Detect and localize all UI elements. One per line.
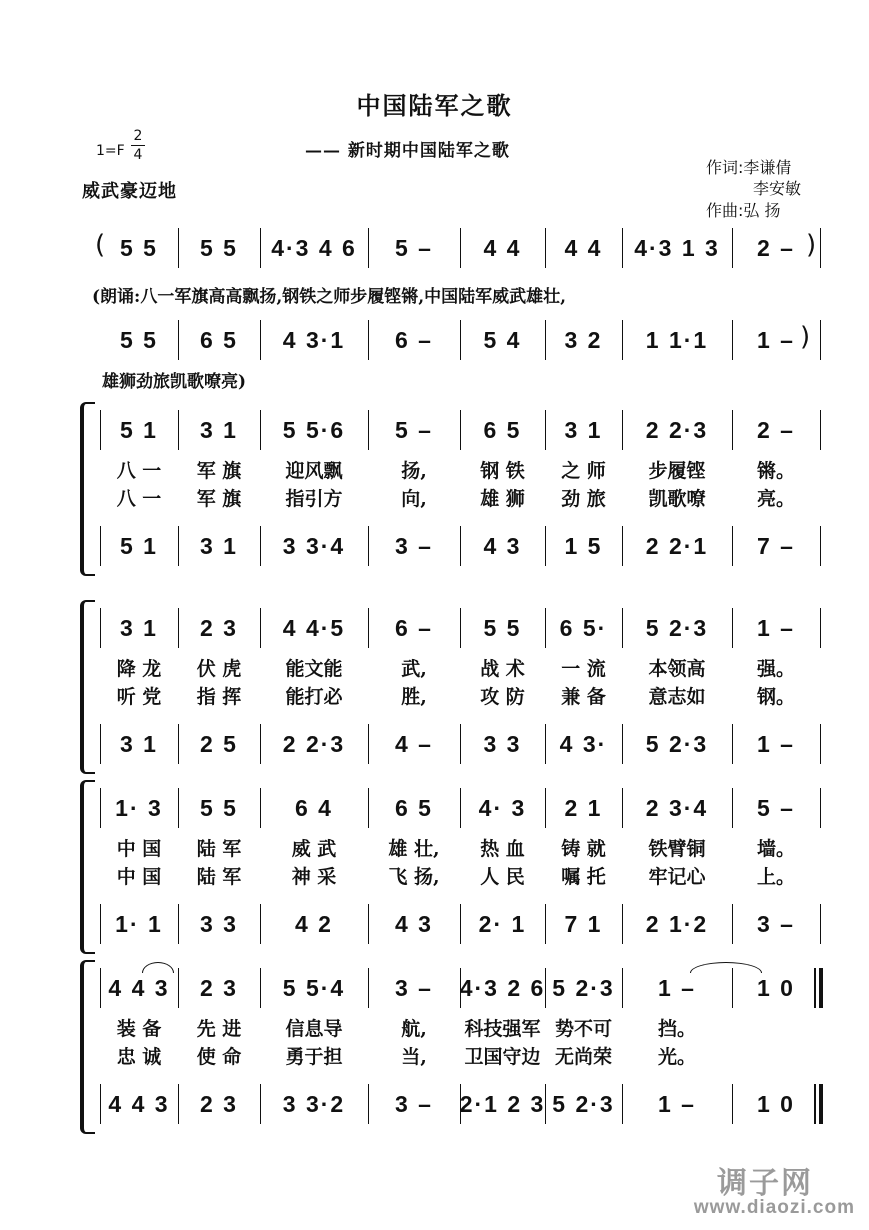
song-title: 中国陆军之歌 — [356, 91, 513, 120]
watermark-url: www.diaozi.com — [693, 1197, 855, 1218]
measure-3: 5 5·6 — [282, 416, 346, 443]
measure-1: 5 1 — [120, 416, 158, 443]
lyric-syllables-7: 光。 — [657, 1046, 696, 1068]
lyric-syllables-7: 步履铿 — [648, 460, 706, 482]
measure-8: 1 – — [757, 730, 795, 757]
lyric-syllables-2: 使 命 — [196, 1046, 242, 1068]
measure-5: 4· 3 — [478, 794, 527, 821]
measure-1: 1· 1 — [115, 910, 163, 937]
measure-6: 6 5· — [559, 614, 608, 641]
measure-3: 4·3 4 6 — [271, 234, 357, 261]
lyric-syllables-8: 上。 — [756, 866, 795, 888]
lyric-syllables-5: 雄 狮 — [480, 488, 525, 510]
lyric-syllables-5: 热 血 — [480, 838, 525, 860]
measure-7: 2 2·3 — [645, 416, 709, 443]
lyric-syllables-3: 信息导 — [285, 1018, 343, 1040]
measure-8: 3 – — [757, 910, 795, 937]
measure-1: 3 1 — [120, 614, 158, 641]
lyric-syllables-3: 指引方 — [285, 488, 343, 510]
measure-2: 3 1 — [200, 532, 238, 559]
lyric-syllables-5: 卫国守边 — [464, 1046, 541, 1068]
measure-3: 4 3·1 — [282, 326, 346, 353]
measure-1: 5 5 — [120, 234, 158, 261]
lyric-syllables-6: 之 师 — [561, 460, 606, 482]
lyric-syllables-5: 科技强军 — [464, 1018, 541, 1040]
measure-4: 3 – — [395, 532, 433, 559]
lyric-syllables-3: 神 采 — [291, 866, 337, 888]
measure-2: 2 3 — [200, 1090, 238, 1117]
barline — [820, 724, 821, 764]
measure-8: 1 – — [757, 326, 795, 353]
measure-8: 1 0 — [757, 1090, 795, 1117]
lyric-syllables-1: 忠 诚 — [116, 1046, 162, 1068]
measure-2: 6 5 — [200, 326, 238, 353]
lyric-syllables-1: 装 备 — [116, 1018, 162, 1040]
meter-bottom: 4 — [133, 147, 143, 163]
measure-8: 2 – — [757, 416, 795, 443]
lyric-syllables-8: 强。 — [756, 658, 795, 680]
measure-3: 5 5·4 — [282, 974, 346, 1001]
lyric-syllables-3: 能文能 — [285, 658, 343, 680]
composer-credit: 作曲:弘 扬 — [706, 201, 781, 220]
meter-top: 2 — [133, 128, 143, 144]
lyric-syllables-7: 铁臂铜 — [648, 838, 706, 860]
measure-7: 2 2·1 — [645, 532, 709, 559]
lyric-syllables-4: 雄 壮, — [388, 838, 440, 860]
measure-3: 3 3·4 — [282, 532, 346, 559]
measure-7: 2 3·4 — [645, 794, 709, 821]
measure-2: 5 5 — [200, 794, 238, 821]
lyric-syllables-3: 迎风飘 — [285, 460, 343, 482]
lyric-syllables-6: 一 流 — [561, 658, 606, 680]
measure-2: 2 5 — [200, 730, 238, 757]
measure-7: 1 – — [658, 1090, 696, 1117]
measure-2: 3 1 — [200, 416, 238, 443]
narration-line-1: (朗诵:八一军旗高高飘扬,钢铁之师步履铿锵,中国陆军威武雄壮, — [92, 287, 567, 307]
tie-mark — [142, 962, 174, 973]
measure-5: 4·3 2 6 — [459, 974, 546, 1001]
lyric-syllables-7: 牢记心 — [648, 866, 706, 888]
measure-6: 4 3· — [559, 730, 608, 757]
measure-3: 2 2·3 — [282, 730, 346, 757]
lyric-syllables-2: 先 进 — [196, 1018, 242, 1040]
lyric-syllables-1: 降 龙 — [116, 658, 162, 680]
lyric-syllables-5: 钢 铁 — [480, 460, 525, 482]
lyric-syllables-6: 嘱 托 — [561, 866, 606, 888]
measure-4: 4 3 — [395, 910, 433, 937]
lyric-syllables-4: 航, — [401, 1018, 427, 1040]
lyric-syllables-7: 意志如 — [648, 686, 706, 708]
lyric-syllables-6: 势不可 — [554, 1018, 612, 1040]
barline — [820, 608, 821, 648]
measure-1: 4 4 3 — [108, 1090, 170, 1117]
measure-6: 7 1 — [564, 910, 603, 937]
measure-6: 5 2·3 — [552, 1090, 615, 1117]
measure-4: 6 – — [395, 614, 433, 641]
measure-3: 4 2 — [295, 910, 333, 937]
measure-4: 5 – — [395, 234, 433, 261]
measure-5: 5 4 — [483, 326, 522, 353]
watermark-brand: 调子网 — [717, 1167, 813, 1200]
lyric-syllables-1: 中 国 — [116, 866, 162, 888]
lyric-syllables-7: 挡。 — [657, 1018, 696, 1040]
measure-3: 6 4 — [295, 794, 333, 821]
measure-2: 3 3 — [200, 910, 238, 937]
measure-6: 3 2 — [564, 326, 603, 353]
measure-5: 3 3 — [483, 730, 522, 757]
lyric-syllables-2: 陆 军 — [196, 838, 242, 860]
barline — [820, 904, 821, 944]
measure-8: 7 – — [757, 532, 795, 559]
lyric-syllables-7: 本领高 — [648, 658, 706, 680]
lyric-syllables-3: 能打必 — [285, 686, 343, 708]
measure-2: 5 5 — [200, 234, 238, 261]
lyric-syllables-1: 八 一 — [116, 460, 162, 482]
measure-6: 1 5 — [564, 532, 603, 559]
close-paren: ) — [806, 230, 817, 260]
measure-4: 3 – — [395, 1090, 433, 1117]
tempo-marking: 威武豪迈地 — [82, 181, 177, 202]
measure-8: 1 – — [757, 614, 795, 641]
system-brace — [80, 600, 95, 774]
barline — [820, 320, 821, 360]
measure-1: 1· 3 — [115, 794, 163, 821]
measure-1: 3 1 — [120, 730, 158, 757]
lyric-syllables-2: 陆 军 — [196, 866, 242, 888]
measure-3: 3 3·2 — [282, 1090, 346, 1117]
measure-6: 5 2·3 — [552, 974, 615, 1001]
lyric-syllables-3: 威 武 — [291, 838, 337, 860]
measure-5: 6 5 — [483, 416, 522, 443]
measure-4: 6 – — [395, 326, 433, 353]
lyric-syllables-2: 军 旗 — [196, 460, 242, 482]
measure-6: 3 1 — [564, 416, 603, 443]
measure-7: 1 1·1 — [645, 326, 709, 353]
system-brace — [80, 402, 95, 576]
close-paren-2: ) — [800, 322, 811, 352]
measure-8: 2 – — [757, 234, 795, 261]
lyric-syllables-4: 向, — [401, 488, 427, 510]
lyric-syllables-6: 铸 就 — [561, 838, 606, 860]
lyric-syllables-5: 人 民 — [480, 866, 525, 888]
narration-line-2: 雄狮劲旅凯歌嘹亮) — [102, 372, 247, 392]
measure-3: 4 4·5 — [282, 614, 346, 641]
lyric-syllables-6: 兼 备 — [561, 686, 606, 708]
barline — [820, 228, 821, 268]
lyric-syllables-3: 勇于担 — [285, 1046, 343, 1068]
barline — [820, 788, 821, 828]
system-brace — [80, 780, 95, 954]
lyric-syllables-2: 军 旗 — [196, 488, 242, 510]
measure-5: 5 5 — [483, 614, 522, 641]
lyric-syllables-4: 胜, — [401, 686, 427, 708]
measure-5: 4 4 — [483, 234, 522, 261]
tie-mark — [690, 962, 762, 973]
lyricist-credit: 作词:李谦倩 — [706, 158, 792, 177]
measure-1: 5 5 — [120, 326, 158, 353]
measure-4: 4 – — [395, 730, 433, 757]
barline — [820, 526, 821, 566]
lyric-syllables-5: 攻 防 — [480, 686, 525, 708]
lyric-syllables-8: 钢。 — [756, 686, 795, 708]
system-brace — [80, 960, 95, 1134]
measure-7: 5 2·3 — [645, 614, 709, 641]
measure-7: 2 1·2 — [645, 910, 709, 937]
measure-8: 1 0 — [757, 974, 795, 1001]
lyric-syllables-7: 凯歌嘹 — [648, 488, 706, 510]
lyric-syllables-2: 伏 虎 — [196, 658, 242, 680]
song-subtitle: —— 新时期中国陆军之歌 — [305, 141, 510, 161]
lyric-syllables-8: 锵。 — [756, 460, 795, 482]
lyric-syllables-5: 战 术 — [480, 658, 525, 680]
lyric-syllables-8: 亮。 — [756, 488, 795, 510]
lyric-syllables-4: 扬, — [401, 460, 427, 482]
lyric-syllables-1: 听 党 — [116, 686, 162, 708]
measure-1: 5 1 — [120, 532, 158, 559]
measure-5: 4 3 — [483, 532, 522, 559]
lyric-syllables-4: 飞 扬, — [388, 866, 440, 888]
measure-6: 2 1 — [564, 794, 603, 821]
key-signature: 1=F — [96, 143, 125, 159]
barline — [820, 410, 821, 450]
open-paren: ( — [95, 230, 106, 260]
measure-2: 2 3 — [200, 974, 238, 1001]
measure-1: 4 4 3 — [108, 974, 170, 1001]
measure-6: 4 4 — [564, 234, 603, 261]
measure-7: 1 – — [658, 974, 696, 1001]
lyric-syllables-6: 无尚荣 — [554, 1046, 612, 1068]
measure-7: 5 2·3 — [645, 730, 709, 757]
measure-7: 4·3 1 3 — [634, 234, 720, 261]
measure-8: 5 – — [757, 794, 795, 821]
measure-5: 2·1 2 3 — [459, 1090, 546, 1117]
lyric-syllables-4: 武, — [401, 658, 427, 680]
lyric-syllables-1: 八 一 — [116, 488, 162, 510]
measure-2: 2 3 — [200, 614, 238, 641]
lyric-syllables-8: 墙。 — [756, 838, 795, 860]
time-signature — [131, 128, 145, 163]
measure-4: 3 – — [395, 974, 433, 1001]
lyric-syllables-1: 中 国 — [116, 838, 162, 860]
measure-4: 5 – — [395, 416, 433, 443]
measure-5: 2· 1 — [478, 910, 527, 937]
lyricist-credit-2: 李安敏 — [753, 179, 802, 198]
measure-4: 6 5 — [395, 794, 433, 821]
lyric-syllables-6: 劲 旅 — [561, 488, 606, 510]
lyric-syllables-4: 当, — [401, 1046, 427, 1068]
lyric-syllables-2: 指 挥 — [196, 686, 242, 708]
